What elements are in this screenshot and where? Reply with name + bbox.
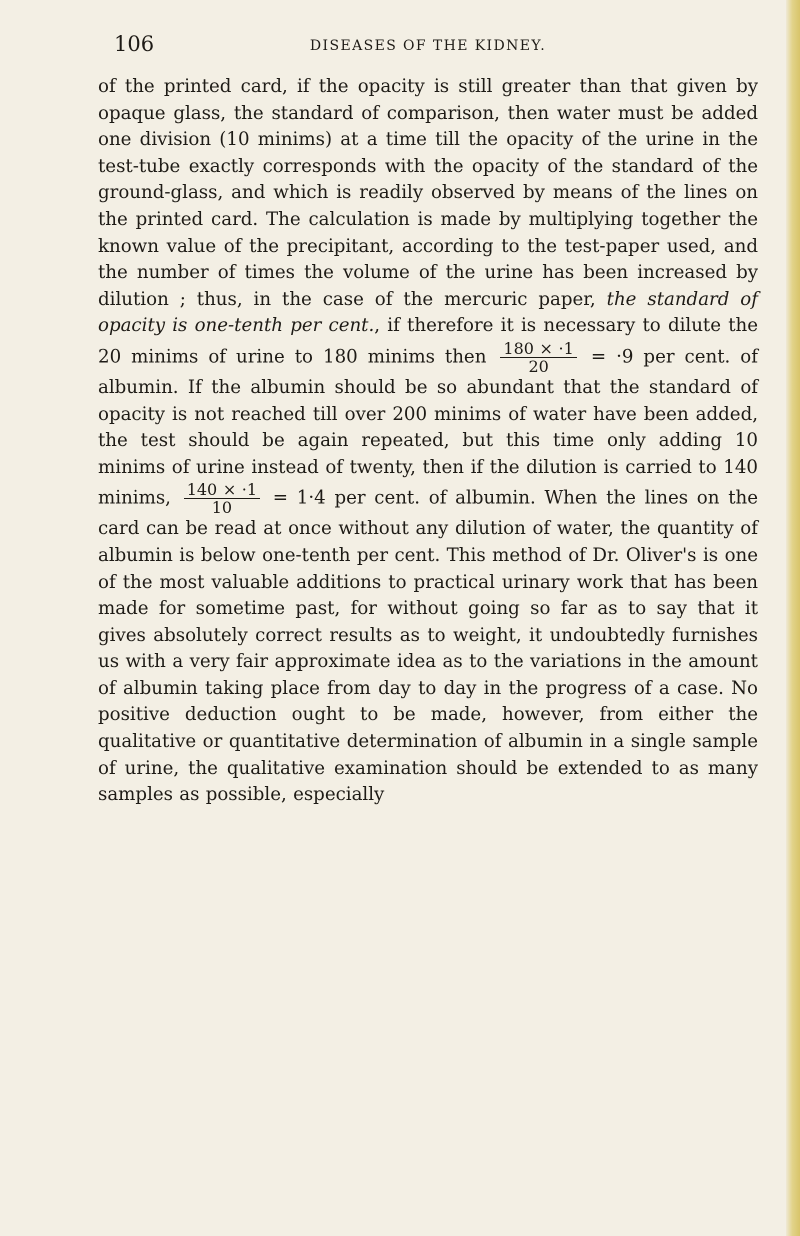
text-segment-2: , if therefore it is necessary to dilute the 20 minims of urine to 180 minims then	[98, 315, 759, 368]
fraction-dilution-1	[500, 340, 576, 375]
italic-standard-note: the standard of opacity is one-tenth per cent.	[98, 288, 758, 337]
book-page	[98, 32, 758, 809]
fraction-2-denominator: 10	[211, 498, 233, 518]
body-text	[98, 74, 758, 809]
running-head: DISEASES OF THE KIDNEY.	[309, 38, 547, 54]
page-edge	[786, 0, 800, 1236]
page-number: 106	[114, 32, 155, 56]
fraction-1-numerator: 180 × ·1	[500, 340, 576, 358]
fraction-2-numerator: 140 × ·1	[184, 481, 260, 499]
page-header	[98, 32, 758, 62]
text-segment-4: = 1·4 per cent. of albumin. When the lines on the card can be read at once without any dilution of water, the quantity of albumin is below one-tenth per cent. This method of Dr. Oliver's is one of the most valuable additions to practical urinary work that has been made for sometime past, for without going so far as to say that it gives absolutely correct results as to weight, it undoubtedly furnishes us with a very fair approximate idea as to the variations in the amount of albumin taking place from day to day in the progress of a case. No positive deduction ought to be made, however, from either the qualitative or quantitative determination of albumin in a single sample of urine, the qualitative examination should be extended to as many samples as possible, especially	[98, 487, 758, 806]
text-segment-3: = ·9 per cent. of albumin. If the albumin should be so abundant that the standard of opacity is not reached till over 200 minims of water have been added, the test should be again repeated, but this time only adding 10 minims of urine instead of twenty, then if the dilution is carried to 140 minims,	[98, 346, 758, 509]
fraction-dilution-2	[184, 481, 260, 516]
fraction-1-denominator: 20	[528, 356, 549, 376]
paragraph	[98, 74, 758, 809]
text-segment-1: of the printed card, if the opacity is still greater than that given by opaque glass, the standard of comparison, then water must be added one division (10 minims) at a time till the opacity of the urine in the test-tube exactly corresponds with the opacity of the standard of the ground-glass, and which is readily observed by means of the lines on the printed card. The calculation is made by multiplying together the known value of the precipitant, according to the test-paper used, and the number of times the volume of the urine has been increased by dilution ; thus, in the case of the mercuric paper,	[98, 76, 758, 310]
